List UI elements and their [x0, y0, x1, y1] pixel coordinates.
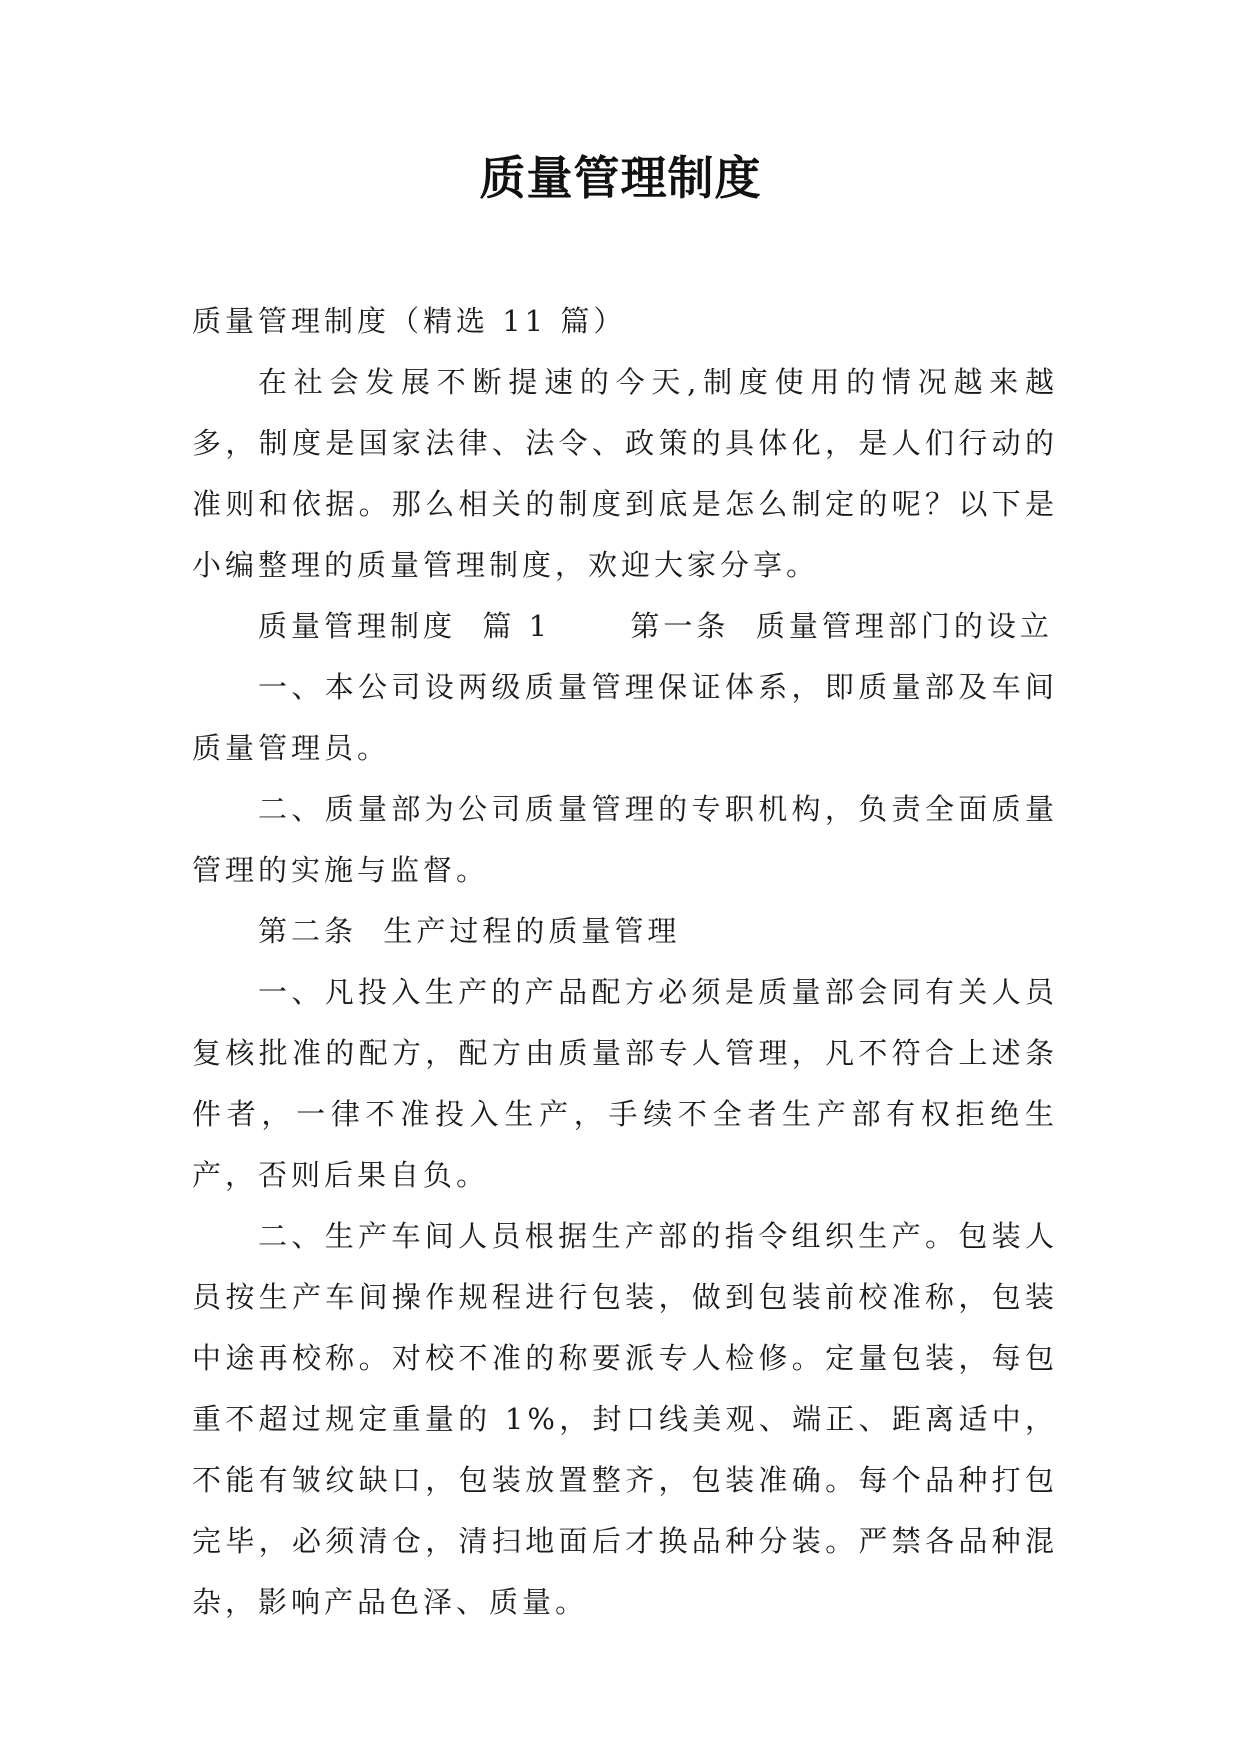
- document-body: [192, 291, 1058, 1633]
- body-paragraph: 二、生产车间人员根据生产部的指令组织生产。包装人员按生产车间操作规程进行包装，做到包装前校准称，包装中途再校称。对校不准的称要派专人检修。定量包装，每包重不超过规定重量的 1%，封口线美观、端正、距离适中，不能有皱纹缺口，包装放置整齐，包装准确。每个品种打包完毕，必须清仓，清扫地面后才换品种分装。严禁各品种混杂，影响产品色泽、质量。: [192, 1219, 1058, 1619]
- section-heading-article-2: 第二条 生产过程的质量管理: [258, 914, 681, 948]
- document-title: 质量管理制度: [479, 151, 762, 205]
- body-paragraph: 一、本公司设两级质量管理保证体系，即质量部及车间质量管理员。: [192, 670, 1058, 765]
- subtitle-paragraph: 质量管理制度（精选 11 篇）: [192, 304, 627, 338]
- intro-paragraph: 在社会发展不断提速的今天,制度使用的情况越来越多，制度是国家法律、法令、政策的具体化，是人们行动的准则和依据。那么相关的制度到底是怎么制定的呢？以下是小编整理的质量管理制度，欢迎大家分享。: [192, 365, 1058, 582]
- body-paragraph: 一、凡投入生产的产品配方必须是质量部会同有关人员复核批准的配方，配方由质量部专人管理，凡不符合上述条件者，一律不准投入生产，手续不全者生产部有权拒绝生产，否则后果自负。: [192, 975, 1058, 1192]
- body-paragraph: 二、质量部为公司质量管理的专职机构，负责全面质量管理的实施与监督。: [192, 792, 1058, 887]
- section-heading-article-1: 质量管理制度 篇 1 第一条 质量管理部门的设立: [258, 609, 1053, 643]
